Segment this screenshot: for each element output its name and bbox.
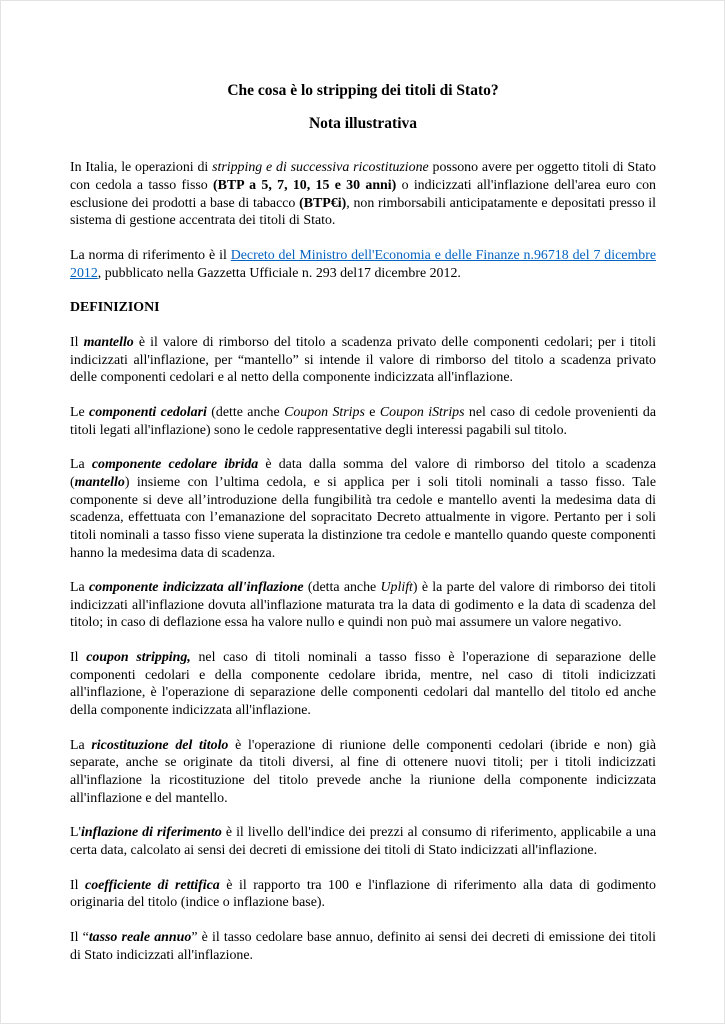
text-run: Il <box>70 650 87 666</box>
text-run: Il “ <box>70 930 89 945</box>
text-run: L' <box>70 825 81 841</box>
text-run: La <box>70 457 92 473</box>
text-run: , non rimborsabili anticipatamente e depositati presso il sistema di gestione accentrata dei titoli di Stato. <box>70 195 656 229</box>
text-run: mantello <box>74 474 125 490</box>
text-run: La <box>70 580 89 596</box>
text-run: (BTP a 5, 7, 10, 15 e 30 anni) <box>213 178 397 193</box>
text-run: (BTP€i) <box>299 195 347 211</box>
text-run: Coupon Strips <box>284 404 365 420</box>
text-run: e <box>364 404 380 420</box>
text-run: ) è la parte del valore di rimborso dei titoli indicizzati all'inflazione dovuta all'inflazione maturata tra la data di godimento e la data di scadenza del titolo; in caso di deflazione essa ha valore nullo e quindi non può mai assumere un valore negativo. <box>70 580 656 631</box>
text-run: ricostituzione del titolo <box>91 737 229 753</box>
text-run: è l'operazione di riunione delle componenti cedolari (ibride e non) già separate, anche se originate da titoli diversi, al fine di ottenere nuovi titoli; per i titoli indicizzati all'inflazione la ricostituzione del titolo prevede anche la riunione della componente indicizzata all'inflazione e del mantello. <box>70 737 656 806</box>
paragraph <box>70 824 656 859</box>
text-run: La <box>70 737 92 753</box>
text-run: possono avere per oggetto titoli di Stato con cedola a tasso fisso <box>70 160 656 193</box>
text-run: è il livello dell'indice dei prezzi al consumo di riferimento, applicabile a una certa data, calcolato ai sensi dei decreti di emissione dei titoli di Stato indicizzati all'inflazione. <box>70 825 656 859</box>
paragraph <box>70 929 656 964</box>
paragraph <box>70 159 656 230</box>
text-run: mantello <box>83 334 134 350</box>
text-run: componenti cedolari <box>89 404 207 420</box>
text-run: stripping e di successiva ricostituzione <box>212 160 429 176</box>
text-run: o indicizzati all'inflazione dell'area euro con esclusione dei prodotti a base di tabacco <box>70 178 656 211</box>
text-run: inflazione di riferimento <box>81 825 222 841</box>
paragraph <box>70 877 656 912</box>
text-run: componente cedolare ibrida <box>91 457 259 473</box>
text-run: (detta anche <box>303 580 381 596</box>
text-run: tasso reale annuo <box>88 930 192 945</box>
paragraph <box>70 334 656 387</box>
paragraph <box>70 649 656 720</box>
text-run: La norma di riferimento è il <box>70 247 231 263</box>
decree-link[interactable]: Decreto del Ministro dell'Economia e delle Finanze n.96718 del 7 dicembre 2012 <box>70 247 656 281</box>
document-body <box>70 159 656 964</box>
text-run: Coupon iStrips <box>379 404 465 420</box>
text-run: componente indicizzata all'inflazione <box>88 580 304 596</box>
text-run: è il valore di rimborso del titolo a scadenza privato delle componenti cedolari; per i titoli indicizzati all'inflazione, per “mantello” si intende il valore di rimborso del titolo a scadenza privato delle componenti cedolari e al netto della componente indicizzata all'inflazione. <box>70 334 656 386</box>
text-run: (dette anche <box>206 404 285 420</box>
section-heading: DEFINIZIONI <box>70 300 160 316</box>
text-run: , pubblicato nella Gazzetta Ufficiale n. 293 del17 dicembre 2012. <box>97 265 461 281</box>
text-run: è data dalla somma del valore di rimborso del titolo a scadenza ( <box>70 457 657 490</box>
paragraph <box>70 737 656 808</box>
document-subtitle: Nota illustrativa <box>308 114 418 132</box>
text-run: nel caso di titoli nominali a tasso fisso è l'operazione di separazione delle componenti cedolari e della componente cedolare ibrida, mentre, nel caso di titoli indicizzati all'inflazione, è l'operazione di separazione delle componenti cedolari dal mantello del titolo ed anche della componente indicizzata all'inflazione. <box>70 650 656 719</box>
text-run: ) insieme con l’ultima cedola, e si applica per i soli titoli nominali a tasso fisso. Tale componente si deve all’introduzione della fungibilità tra cedole e mantello aventi la medesima data di scadenza, effettuata con l’emanazione del sopracitato Decreto attualmente in vigore. Pertanto per i soli titoli nominali a tasso fisso viene superata la distinzione tra cedole e mantello quando queste componenti hanno la medesima data di scadenza. <box>70 474 656 561</box>
text-run: nel caso di cedole provenienti da titoli legati all'inflazione) sono le cedole rappresentative degli interessi pagabili sul titolo. <box>70 404 656 438</box>
paragraph <box>70 456 656 562</box>
text-run: coupon stripping, <box>86 650 191 666</box>
paragraph <box>70 404 656 439</box>
paragraph <box>70 579 656 632</box>
text-run: Il <box>70 877 86 893</box>
text-run: ” è il tasso cedolare base annuo, definito ai sensi dei decreti di emissione dei titoli di Stato indicizzati all'inflazione. <box>70 930 656 963</box>
document-title: Che cosa è lo stripping dei titoli di Stato? <box>227 82 499 99</box>
text-run: In Italia, le operazioni di <box>70 160 213 176</box>
document-page <box>1 1 724 1023</box>
paragraph <box>70 247 656 282</box>
text-run: Il <box>70 334 84 350</box>
text-run: è il rapporto tra 100 e l'inflazione di riferimento alla data di godimento originaria del titolo (indice o inflazione base). <box>70 877 656 911</box>
text-run: Le <box>70 404 90 420</box>
text-run: Uplift <box>380 580 413 596</box>
text-run: coefficiente di rettifica <box>85 877 220 893</box>
